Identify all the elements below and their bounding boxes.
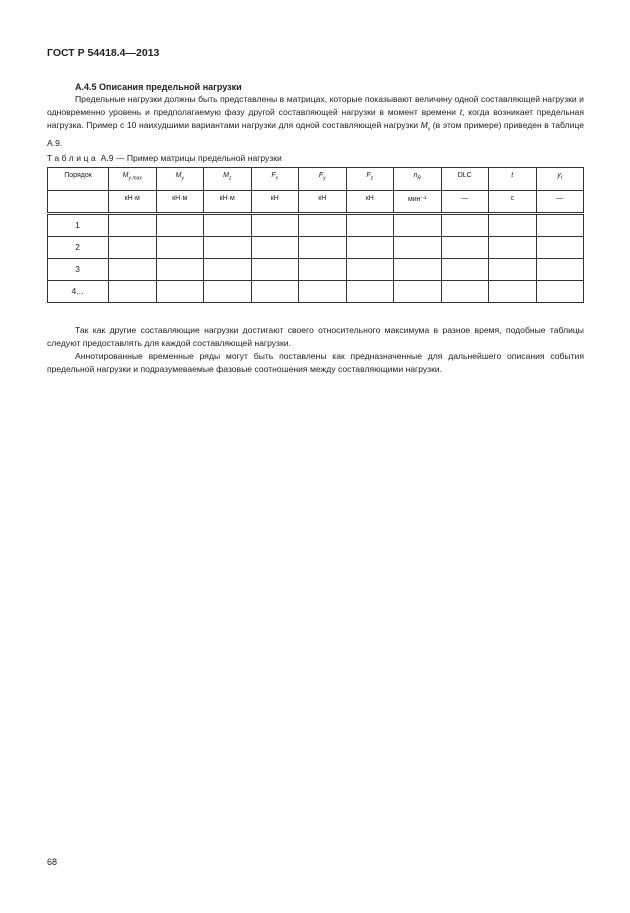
- header-subscript: R: [417, 175, 422, 182]
- header-symbol: n: [413, 172, 418, 179]
- empty-cell: [251, 259, 299, 281]
- text: (в этом примере) приведен в таблице А.9.: [47, 120, 584, 148]
- empty-cell: [489, 281, 537, 303]
- caption-text: А.9 — Пример матрицы предельной нагрузки: [98, 153, 282, 163]
- table-caption: [47, 153, 282, 163]
- header-symbol: M: [223, 172, 229, 179]
- unit-cell: кН: [346, 191, 394, 214]
- empty-cell: [441, 259, 489, 281]
- empty-cell: [536, 281, 584, 303]
- empty-cell: [251, 237, 299, 259]
- unit-cell: с: [489, 191, 537, 214]
- load-matrix-table: [47, 167, 584, 303]
- empty-cell: [394, 259, 442, 281]
- empty-cell: [441, 214, 489, 237]
- header-symbol: M: [175, 172, 182, 179]
- unit-cell: —: [441, 191, 489, 214]
- column-header: [489, 168, 537, 191]
- header-subscript: x: [275, 175, 279, 182]
- column-header: [48, 168, 109, 191]
- header-symbol: t: [511, 172, 514, 179]
- column-header: [251, 168, 299, 191]
- unit-cell: кН·м: [109, 191, 157, 214]
- header-symbol: M: [122, 172, 129, 179]
- caption-label: Таблица: [47, 153, 99, 163]
- var-m: M: [420, 120, 428, 130]
- empty-cell: [204, 237, 252, 259]
- header-text: DLC: [457, 172, 472, 179]
- empty-cell: [251, 281, 299, 303]
- empty-cell: [346, 237, 394, 259]
- section-title: А.4.5 Описания предельной нагрузки: [75, 82, 242, 92]
- header-subscript: y: [181, 175, 184, 182]
- text: , когда возникает предельная нагрузка. Пример с 10 наихудшими вариантами нагрузки для одной составляющей нагрузки: [47, 107, 584, 130]
- empty-cell: [251, 214, 299, 237]
- empty-cell: [394, 281, 442, 303]
- column-header: [299, 168, 347, 191]
- empty-cell: [109, 237, 157, 259]
- empty-cell: [109, 214, 157, 237]
- header-symbol: y: [557, 172, 561, 179]
- empty-cell: [204, 214, 252, 237]
- empty-cell: [109, 259, 157, 281]
- empty-cell: [489, 259, 537, 281]
- empty-cell: [346, 259, 394, 281]
- empty-cell: [489, 214, 537, 237]
- paragraph-1: [47, 93, 584, 150]
- unit-cell: мин⁻¹: [394, 191, 442, 214]
- empty-cell: [394, 214, 442, 237]
- column-header: [109, 168, 157, 191]
- paragraph-2: Так как другие составляющие нагрузки достигают своего относительного максимума в разное время, подобные таблицы следуют предоставлять для каждой составляющей нагрузки.: [47, 325, 584, 348]
- unit-cell: кН: [299, 191, 347, 214]
- empty-cell: [536, 259, 584, 281]
- order-cell: 3: [48, 259, 109, 281]
- header-subscript: z: [228, 175, 232, 182]
- empty-cell: [204, 281, 252, 303]
- empty-cell: [156, 214, 204, 237]
- empty-cell: [299, 259, 347, 281]
- unit-cell: —: [536, 191, 584, 214]
- order-cell: 2: [48, 237, 109, 259]
- empty-cell: [441, 281, 489, 303]
- empty-cell: [156, 237, 204, 259]
- document-header: ГОСТ Р 54418.4—2013: [47, 47, 160, 59]
- empty-cell: [156, 259, 204, 281]
- table-row: [48, 281, 584, 303]
- empty-cell: [299, 237, 347, 259]
- empty-cell: [489, 237, 537, 259]
- table-row: [48, 237, 584, 259]
- empty-cell: [204, 259, 252, 281]
- header-subscript: y max: [128, 175, 142, 182]
- empty-cell: [299, 214, 347, 237]
- header-text: Порядок: [64, 172, 92, 179]
- empty-cell: [441, 237, 489, 259]
- header-symbol: F: [366, 172, 371, 179]
- unit-cell: кН·м: [204, 191, 252, 214]
- unit-cell: кН: [251, 191, 299, 214]
- empty-cell: [536, 237, 584, 259]
- table-row: [48, 214, 584, 237]
- empty-cell: [346, 281, 394, 303]
- empty-cell: [536, 214, 584, 237]
- empty-cell: [299, 281, 347, 303]
- empty-cell: [394, 237, 442, 259]
- table-row: [48, 259, 584, 281]
- column-header: [441, 168, 489, 191]
- column-header: [394, 168, 442, 191]
- order-cell: 1: [48, 214, 109, 237]
- column-header: [156, 168, 204, 191]
- text: Предельные нагрузки должны быть представлены в матрицах, которые показывают величину одной составляющей нагрузки и одновременно уровень и предполагаемую фазу другой составляющей нагрузки в момент времени: [47, 94, 584, 117]
- empty-cell: [346, 214, 394, 237]
- column-header: [204, 168, 252, 191]
- order-cell: 4...: [48, 281, 109, 303]
- page-number: 68: [47, 857, 58, 867]
- header-symbol: F: [271, 172, 276, 179]
- unit-cell: [48, 191, 109, 214]
- header-row: [48, 168, 584, 191]
- units-row: [48, 191, 584, 214]
- header-symbol: F: [318, 172, 324, 179]
- header-subscript: f: [560, 175, 563, 182]
- unit-cell: кН·м: [156, 191, 204, 214]
- var-sub: x: [427, 126, 431, 133]
- column-header: [346, 168, 394, 191]
- empty-cell: [109, 281, 157, 303]
- column-header: [536, 168, 584, 191]
- var-t: t: [459, 107, 463, 117]
- header-subscript: z: [370, 175, 374, 182]
- header-subscript: y: [323, 175, 326, 182]
- paragraph-3: Аннотированные временные ряды могут быть поставлены как предназначенные для дальнейшего описания события предельной нагрузки и подразумеваемые фазовые соотношения между составляющими нагрузки.: [47, 351, 584, 374]
- empty-cell: [156, 281, 204, 303]
